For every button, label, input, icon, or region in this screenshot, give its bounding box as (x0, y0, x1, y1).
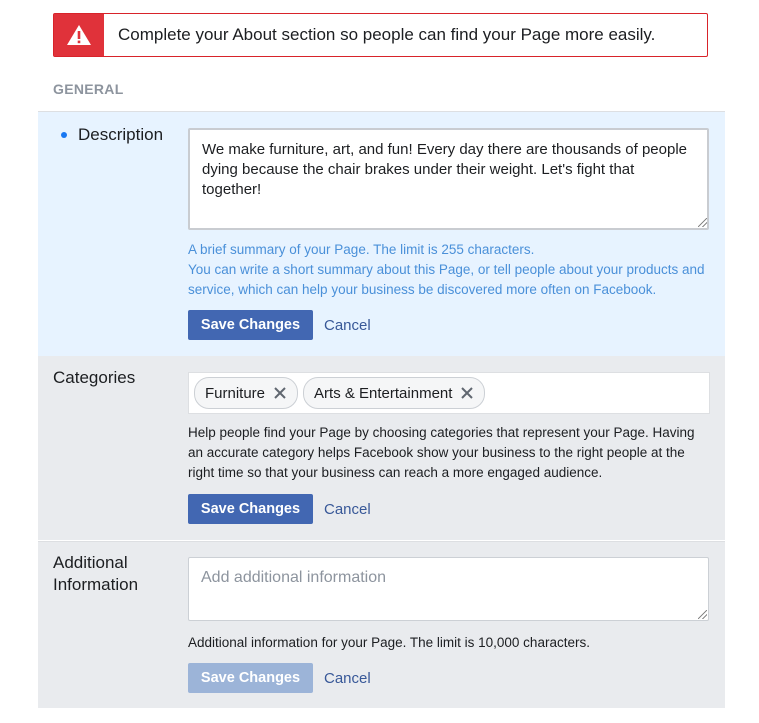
additional-info-textarea[interactable] (188, 557, 709, 621)
category-tag-label: Arts & Entertainment (314, 384, 453, 402)
incomplete-about-alert (53, 13, 708, 57)
description-hint (188, 240, 708, 300)
description-save-button[interactable]: Save Changes (188, 310, 313, 340)
remove-tag-close-icon[interactable] (460, 386, 474, 400)
category-tag (194, 377, 298, 409)
alert-message: Complete your About section so people can find your Page more easily. (118, 25, 656, 44)
description-label-wrap (61, 124, 163, 146)
category-tag (303, 377, 485, 409)
description-label: Description (78, 125, 164, 144)
resize-grip-icon[interactable] (698, 218, 707, 227)
active-bullet-icon (61, 132, 67, 138)
warning-icon (54, 14, 104, 56)
additional-info-cancel-link[interactable]: Cancel (324, 670, 371, 687)
categories-label: Categories (53, 368, 136, 387)
category-tag-label: Furniture (205, 384, 266, 402)
description-hint-limit: A brief summary of your Page. The limit is 255 characters. (188, 242, 535, 257)
additional-info-hint: Additional information for your Page. The limit is 10,000 characters. (188, 635, 590, 650)
categories-row (38, 356, 725, 540)
description-cancel-link[interactable]: Cancel (324, 317, 371, 334)
description-hint-summary: You can write a short summary about this Page, or tell people about your products and service, which can help your business be discovered more often on Facebook. (188, 262, 705, 297)
description-textarea[interactable] (188, 128, 709, 230)
additional-info-label: Additional Information (53, 553, 139, 594)
additional-info-row (38, 541, 725, 708)
section-title-general: GENERAL (53, 81, 124, 97)
categories-save-button[interactable]: Save Changes (188, 494, 313, 524)
categories-hint: Help people find your Page by choosing categories that represent your Page. Having an accurate category helps Facebook show your business to the right people at the right time so that your business can reach a more engaged audience. (188, 425, 695, 480)
remove-tag-close-icon[interactable] (273, 386, 287, 400)
categories-cancel-link[interactable]: Cancel (324, 501, 371, 518)
additional-info-save-button[interactable]: Save Changes (188, 663, 313, 693)
categories-tag-input[interactable] (188, 372, 710, 414)
description-row (38, 111, 725, 356)
resize-grip-icon[interactable] (698, 610, 707, 619)
